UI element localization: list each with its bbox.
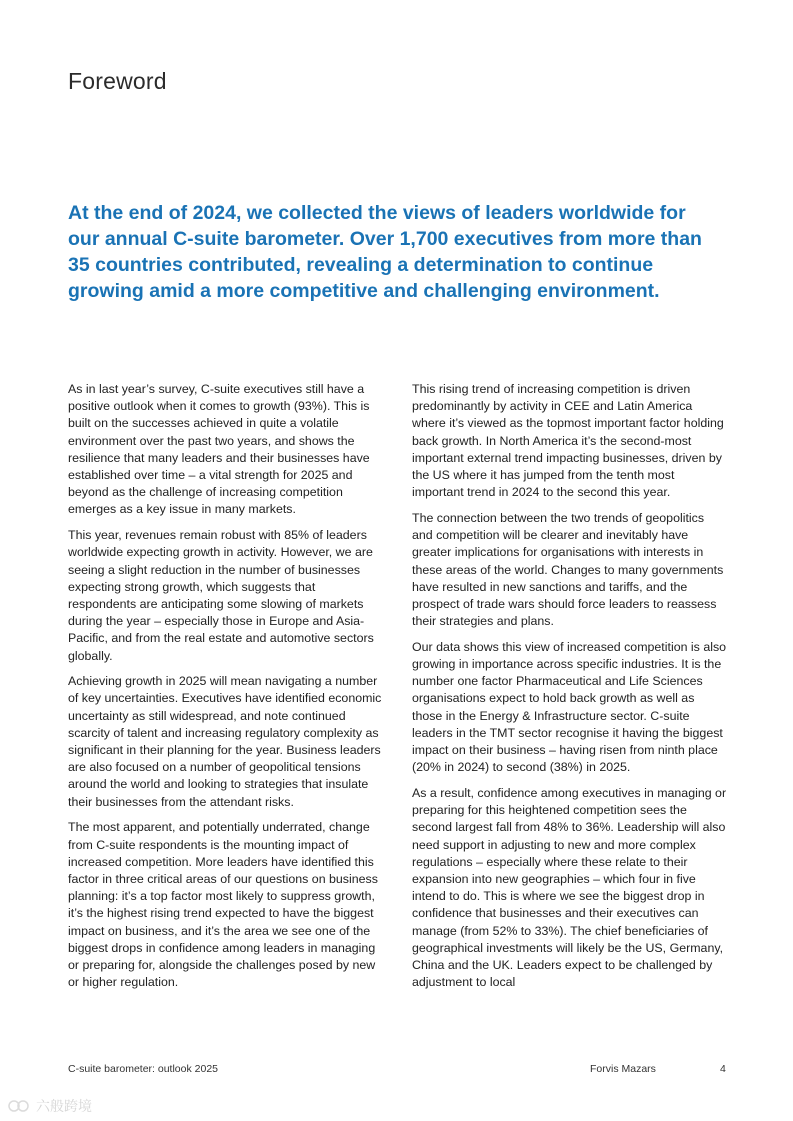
- paragraph: Achieving growth in 2025 will mean navigating a number of key uncertainties. Executives have identified economic uncertainty as still widespread, and note continued scarcity of talent and increasing regulatory complexity as significant in their planning for the year. Business leaders are also focused on a number of geopolitical tensions around the world and looking to strategies that insulate their businesses from the attendant risks.: [68, 674, 382, 809]
- page-title: Foreword: [68, 68, 167, 94]
- paragraph: This year, revenues remain robust with 85% of leaders worldwide expecting growth in activity. However, we are seeing a slight reduction in the number of businesses expecting strong growth, which suggests that respondents are anticipating some slowing of markets during the year – especially those in Europe and Asia-Pacific, and from the real estate and automotive sectors globally.: [68, 528, 374, 663]
- right-column: [412, 381, 728, 1000]
- watermark-text: 六般跨境: [36, 1098, 92, 1114]
- footer-company-name: Forvis Mazars: [590, 1063, 656, 1075]
- paragraph: The connection between the two trends of geopolitics and competition will be clearer and inevitably have greater implications for organisations with interests in these areas of the world. Changes to many governments have resulted in new sanctions and tariffs, and the prospect of trade wars should force leaders to reassess their strategies and plans.: [412, 510, 724, 629]
- watermark: [8, 1096, 92, 1116]
- intro-statement: At the end of 2024, we collected the views of leaders worldwide for our annual C-suite barometer. Over 1,700 executives from more than 35 countries contributed, revealing a determination to continue growing amid a more competitive and challenging environment.: [68, 202, 702, 302]
- paragraph: Our data shows this view of increased competition is also growing in importance across specific industries. It is the number one factor Pharmaceutical and Life Sciences organisations expect to hold back growth as well as those in the Energy & Infrastructure sector. C-suite leaders in the TMT sector recognise it having the biggest impact on their business – having risen from ninth place (20% in 2024) to second (38%) in 2025.: [412, 639, 727, 775]
- paragraph: As a result, confidence among executives in managing or preparing for this heightened competition sees the second largest fall from 48% to 36%. Leadership will also need support in adjusting to new and more complex regulations – especially where these relate to their expansion into new geographies – which four in five intend to do. This is where we see the biggest drop in confidence that businesses and their executives can manage (from 52% to 33%). The chief beneficiaries of geographical investments will likely be the US, Germany, China and the UK. Leaders expect to be challenged by adjustment to local: [412, 785, 727, 990]
- left-column: [68, 381, 384, 1000]
- watermark-logo-icon: [8, 1098, 32, 1114]
- footer-page-number: 4: [720, 1063, 726, 1075]
- paragraph: As in last year’s survey, C-suite executives still have a positive outlook when it comes to growth (93%). This is built on the successes achieved in quite a volatile environment over the past two years, and shows the resilience that many leaders and their businesses have established over time – a vital strength for 2025 and beyond as the challenge of increasing competition emerges as a key issue in many markets.: [68, 382, 370, 517]
- paragraph: This rising trend of increasing competition is driven predominantly by activity in CEE and Latin America where it’s viewed as the topmost important factor holding back growth. In North America it’s the second-most important external trend impacting businesses, driven by the US where it has jumped from the tenth most important trend in 2024 to the second this year.: [412, 382, 724, 500]
- paragraph: The most apparent, and potentially underrated, change from C-suite respondents is the mounting impact of increased competition. More leaders have identified this factor in three critical areas of our questions on business planning: it’s a top factor most likely to suppress growth, it’s the highest rising trend expected to have the biggest impact on business, and it’s the area we see one of the biggest drops in confidence among leaders in managing or preparing for, alongside the challenges posed by new or higher regulation.: [68, 820, 378, 990]
- footer-publication-title: C-suite barometer: outlook 2025: [68, 1063, 218, 1075]
